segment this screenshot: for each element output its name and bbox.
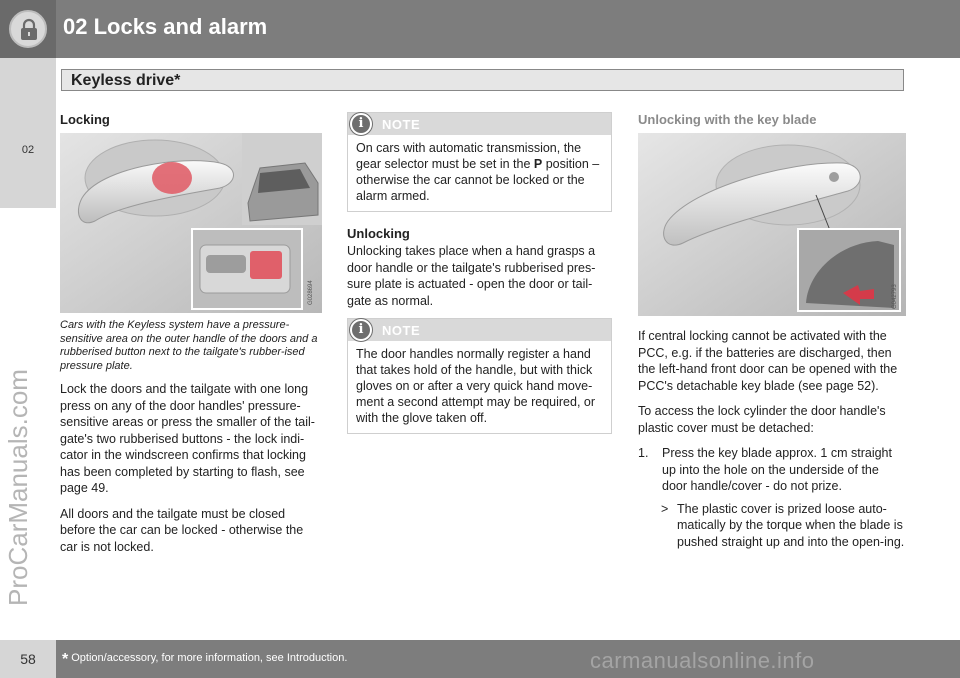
note-body: The door handles normally register a hand that takes hold of the handle, but with thick gloves on or after a very quick hand move-ment a second attempt may be required, or with the glove taken off. <box>356 347 596 425</box>
step-number: 1. <box>638 446 649 460</box>
step-item <box>638 445 906 495</box>
key-blade-figure <box>638 133 906 316</box>
page-number-box <box>0 640 56 678</box>
substep-marker: > <box>661 501 669 516</box>
chapter-tab-label: 02 <box>21 144 35 156</box>
info-icon: i <box>350 319 372 341</box>
note-text-end: position – otherwise the car cannot be locked or the alarm armed. <box>356 157 600 203</box>
note-text-start: On cars with automatic transmission, the gear selector must be set in the <box>356 141 582 171</box>
chapter-title: 02 Locks and alarm <box>63 14 268 39</box>
note-title: NOTE <box>382 323 421 338</box>
left-margin <box>0 58 56 640</box>
step-text: Press the key blade approx. 1 cm straight up into the hole on the underside of the door handle/cover - do not prize. <box>662 446 892 493</box>
door-handle-illustration <box>60 133 322 313</box>
watermark-vertical: ProCarManuals.com <box>3 369 33 606</box>
figure-code: G028694 <box>308 280 314 305</box>
note-gear-position: P <box>533 157 543 171</box>
page-number: 58 <box>20 651 36 667</box>
note-body <box>348 135 611 211</box>
door-handle-figure <box>60 133 322 313</box>
column-unlocking <box>347 112 612 444</box>
note-box-1 <box>347 112 612 212</box>
section-title: Keyless drive* <box>71 72 181 89</box>
locking-paragraph-1: Lock the doors and the tailgate with one long press on any of the door handles' pressure-sensitive areas or press the smaller of the tail-gate's two rubberised buttons - the lock indi-cator in the windscreen confirms that locking has been completed by starting to flash, see page 49. <box>60 382 315 495</box>
unlocking-paragraph: Unlocking takes place when a hand grasps a door handle or the tailgate's rubberised pres-sure plate is actuated - open the door or tail-gate as normal. <box>347 244 596 308</box>
note-box-2 <box>347 318 612 434</box>
key-blade-illustration <box>638 133 906 316</box>
page-footer <box>0 640 960 678</box>
info-icon: i <box>350 113 372 135</box>
figure-code: G042793 <box>892 284 898 309</box>
lock-icon <box>9 10 47 48</box>
watermark-footer: carmanualsonline.info <box>590 648 815 673</box>
locking-paragraph-2: All doors and the tailgate must be closed before the car can be locked - otherwise the car is not locked. <box>60 506 304 554</box>
key-blade-paragraph-1: If central locking cannot be activated with the PCC, e.g. if the batteries are discharged, then the left-hand front door can be opened with the PCC's detachable key blade (see page 52). <box>638 329 898 393</box>
section-title-box <box>61 69 904 91</box>
chapter-header <box>0 0 960 58</box>
column-key-blade <box>638 112 906 550</box>
locking-heading: Locking <box>60 112 110 127</box>
key-blade-paragraph-2: To access the lock cylinder the door handle's plastic cover must be detached: <box>638 404 886 435</box>
substep-text: The plastic cover is prized loose auto-matically by the torque when the blade is pushed straight up and into the open-ing. <box>677 501 905 549</box>
unlocking-heading: Unlocking <box>347 226 410 241</box>
figure-caption: Cars with the Keyless system have a pressure-sensitive area on the outer handle of the doors and a rubberised button next to the tailgate's rubber-ised pressure plate. <box>60 319 318 372</box>
footer-note <box>62 651 347 669</box>
steps-list <box>638 445 906 495</box>
note-header <box>348 319 611 341</box>
note-header <box>348 113 611 135</box>
note-title: NOTE <box>382 117 421 132</box>
key-blade-heading: Unlocking with the key blade <box>638 112 817 127</box>
chapter-icon-area <box>0 0 56 58</box>
footnote-star: * <box>62 651 69 668</box>
footnote-text: Option/accessory, for more information, see Introduction. <box>71 652 348 664</box>
column-locking <box>60 112 322 564</box>
section-bar <box>56 58 960 96</box>
substep-item <box>638 501 906 551</box>
